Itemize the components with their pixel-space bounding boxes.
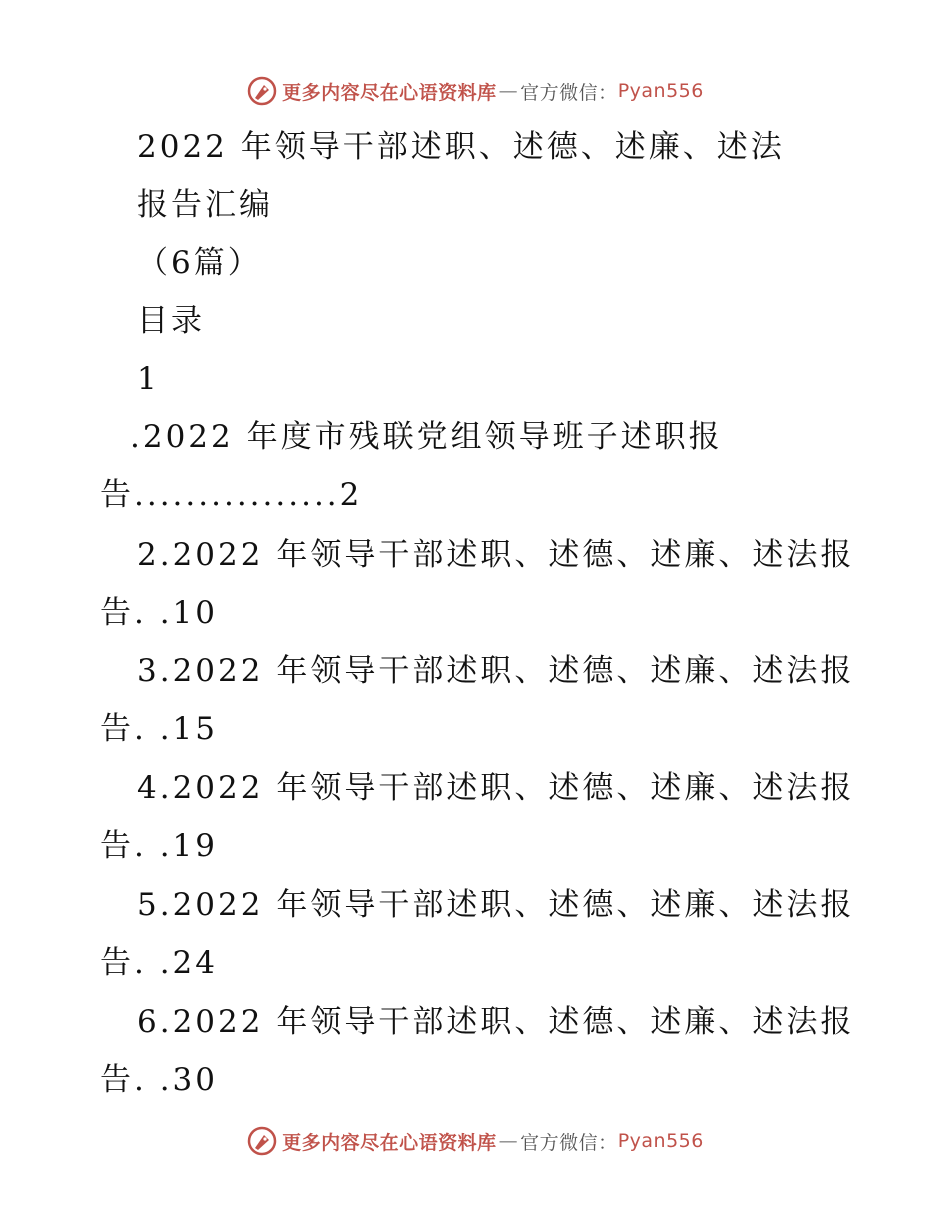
toc-first-number: 1: [137, 361, 160, 397]
document-title-line-1: 2022 年领导干部述职、述德、述廉、述法: [137, 129, 785, 165]
toc-entry-6-line-1[interactable]: 6.2022 年领导干部述职、述德、述廉、述法报: [137, 1004, 855, 1040]
watermark-brand: 更多内容尽在心语资料库: [282, 1131, 497, 1154]
toc-entry-2-line-1[interactable]: 2.2022 年领导干部述职、述德、述廉、述法报: [137, 537, 855, 573]
pen-nib-circle-icon: [246, 75, 278, 107]
toc-entry-5-line-1[interactable]: 5.2022 年领导干部述职、述德、述廉、述法报: [137, 887, 855, 923]
toc-entry-1-line-2[interactable]: 告................2: [100, 477, 363, 513]
pen-nib-circle-icon: [246, 1125, 278, 1157]
toc-entry-4-line-1[interactable]: 4.2022 年领导干部述职、述德、述廉、述法报: [137, 770, 855, 806]
watermark-wechat-id: Pyan556: [617, 80, 704, 102]
watermark-dash: —: [498, 1130, 519, 1152]
toc-entry-1-line-1[interactable]: .2022 年度市残联党组领导班子述职报: [130, 419, 723, 455]
watermark-wechat-id: Pyan556: [617, 1130, 704, 1152]
toc-entry-5-line-2[interactable]: 告. .24: [100, 945, 219, 981]
toc-heading: 目录: [137, 303, 205, 339]
watermark-dash: —: [498, 80, 519, 102]
toc-entry-4-line-2[interactable]: 告. .19: [100, 828, 219, 864]
toc-entry-6-line-2[interactable]: 告. .30: [100, 1062, 219, 1098]
watermark-wechat-label: 官方微信：: [520, 81, 618, 104]
watermark-banner-top: [0, 71, 950, 111]
toc-entry-3-line-1[interactable]: 3.2022 年领导干部述职、述德、述廉、述法报: [137, 653, 855, 689]
watermark-brand: 更多内容尽在心语资料库: [282, 81, 497, 104]
toc-entry-2-line-2[interactable]: 告. .10: [100, 595, 219, 631]
toc-entry-3-line-2[interactable]: 告. .15: [100, 711, 219, 747]
watermark-banner-bottom: [0, 1121, 950, 1161]
document-title-line-2: 报告汇编: [137, 187, 273, 223]
watermark-wechat-label: 官方微信：: [520, 1131, 618, 1154]
document-count: （6篇）: [137, 245, 262, 281]
